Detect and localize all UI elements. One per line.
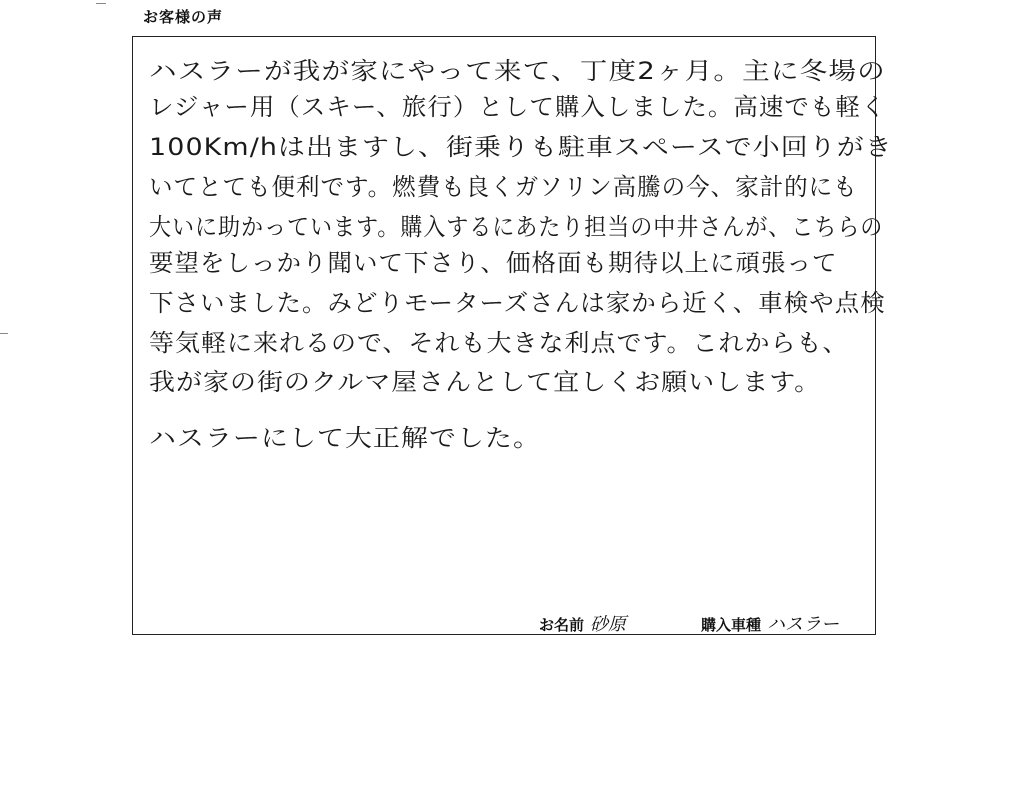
testimonial-card	[132, 36, 893, 635]
handwritten-line: ハスラーが我が家にやって来て、丁度2ヶ月。主に冬場の	[149, 57, 886, 85]
handwritten-line: レジャー用（スキー、旅行）として購入しました。高速でも軽く	[149, 93, 887, 121]
handwritten-line: 我が家の街のクルマ屋さんとして宜しくお願いします。	[149, 368, 822, 396]
name-field	[539, 610, 626, 636]
model-label: 購入車種	[701, 616, 762, 634]
handwritten-line: 等気軽に来れるので、それも大きな利点です。これからも、	[149, 329, 849, 357]
handwritten-line: 要望をしっかり聞いて下さり、価格面も期待以上に頑張って	[149, 249, 838, 277]
handwritten-line: 大いに助かっています。購入するにあたり担当の中井さんが、こちらの	[149, 213, 884, 241]
model-value: ハスラー	[767, 614, 840, 635]
handwritten-line: ハスラーにして大正解でした。	[149, 424, 541, 452]
handwritten-line: 下さいました。みどりモーターズさんは家から近く、車検や点検	[149, 289, 886, 317]
model-field	[701, 610, 839, 636]
name-label: お名前	[539, 616, 585, 634]
scan-speck	[96, 3, 106, 4]
section-title: お客様の声	[143, 8, 224, 26]
name-value: 砂原	[590, 614, 627, 635]
scan-speck	[0, 333, 8, 334]
handwritten-line: 100Km/hは出ますし、街乗りも駐車スペースで小回りがき	[149, 133, 893, 161]
handwritten-line: いてとても便利です。燃費も良くガソリン高騰の今、家計的にも	[149, 173, 858, 201]
